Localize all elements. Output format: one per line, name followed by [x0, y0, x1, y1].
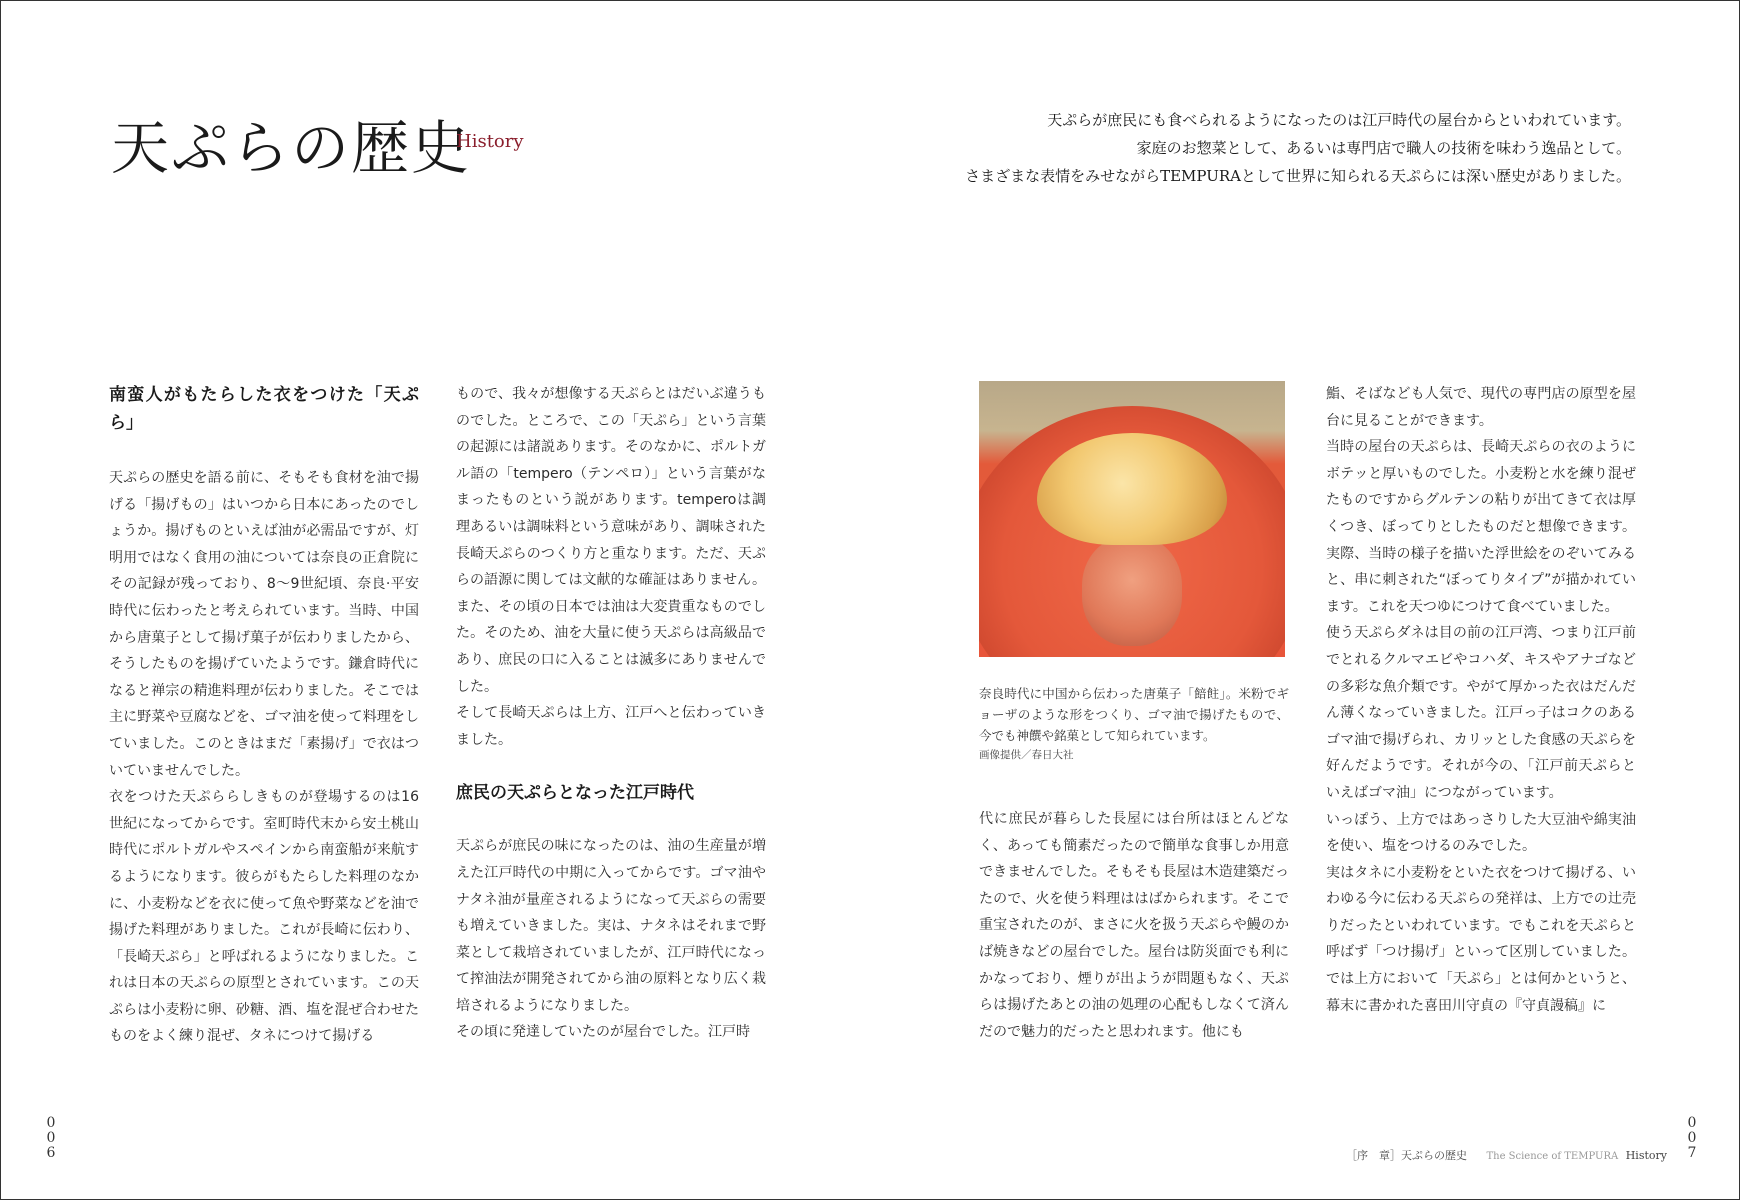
intro-text	[871, 106, 1631, 190]
body-paragraph: その頃に発達していたのが屋台でした。江戸時	[456, 1024, 750, 1041]
body-paragraph: いっぽう、上方ではあっさりした大豆油や綿実油を使い、塩をつけるのみでした。	[1326, 811, 1636, 855]
section-heading-edo: 庶民の天ぷらとなった江戸時代	[456, 783, 694, 804]
photo-credit: 画像提供／春日大社	[979, 749, 1074, 761]
intro-line: 天ぷらが庶民にも食べられるようになったのは江戸時代の屋台からといわれています。	[1047, 111, 1631, 129]
body-paragraph: 実はタネに小麦粉をといた衣をつけて揚げる、いわゆる今に伝わる天ぷらの発祥は、上方での辻売りだったといわれています。でもこれを天ぷらと呼ばず「つけ揚げ」といって区別していました。では上方において「天ぷら」とは何かというと、幕末に書かれた喜田川守貞の『守貞謾稿』に	[1326, 864, 1636, 1014]
intro-line: 家庭のお惣菜として、あるいは専門店で職人の技術を味わう逸品として。	[1136, 139, 1631, 157]
body-paragraph: 天ぷらが庶民の味になったのは、油の生産量が増えた江戸時代の中期に入ってからです。ゴマ油やナタネ油が量産されるようになって天ぷらの需要も増えていきました。実は、ナタネはそれまで野菜として栽培されていましたが、江戸時代になって搾油法が開発されてから油の原料となり広く栽培されるようになりました。	[456, 838, 766, 1014]
page-number-left: 0 0 6	[46, 1115, 56, 1161]
column-4	[1326, 381, 1636, 1019]
page-title-english: History	[456, 131, 524, 152]
body-paragraph: もので、我々が想像する天ぷらとはだいぶ違うものでした。ところで、この「天ぷら」という言葉の起源には諸説あります。そのなかに、ポルトガル語の「tempero（テンペロ）」という言葉がなまったものという説があります。temperoは調理あるいは調味料という意味があり、調味された長崎天ぷらのつくり方と重なります。ただ、天ぷらの語源に関しては文献的な確証はありません。また、その頃の日本では油は大変貴重なものでした。そのため、油を大量に使う天ぷらは高級品であり、庶民の口に入ることは滅多にありませんでした。	[456, 386, 766, 695]
column-2	[456, 381, 766, 1046]
body-paragraph: 代に庶民が暮らした長屋には台所はほとんどなく、あっても簡素だったので簡単な食事しか用意できませんでした。そもそも長屋は木造建築だったので、火を使う料理ははばかられます。そこで重宝されたのが、まさに火を扱う天ぷらや鰻のかば焼きなどの屋台でした。屋台は防災面でも利にかなっており、煙りが出ようが問題もなく、天ぷらは揚げたあとの油の処理の心配もしなくて済んだので魅力的だったと思われます。他にも	[979, 811, 1289, 1040]
page-title: 天ぷらの歴史	[111, 114, 472, 182]
column-1	[109, 381, 419, 1050]
intro-line: さまざまな表情をみせながらTEMPURAとして世界に知られる天ぷらには深い歴史がありました。	[965, 167, 1631, 185]
column-3	[979, 381, 1289, 1045]
section-heading-nanban: 南蛮人がもたらした衣をつけた「天ぷら」	[109, 385, 419, 433]
body-paragraph: 当時の屋台の天ぷらは、長崎天ぷらの衣のようにボテッと厚いものでした。小麦粉と水を練り混ぜたものですからグルテンの粘りが出てきて衣は厚くつき、ぼってりとしたものだと想像できます。実際、当時の様子を描いた浮世絵をのぞいてみると、串に刺された“ぼってりタイプ”が描かれています。これを天つゆにつけて食べていました。	[1326, 439, 1636, 615]
running-footer	[1346, 1147, 1667, 1163]
footer-chapter: ［序 章］天ぷらの歴史	[1345, 1149, 1467, 1162]
cup-stand	[1082, 536, 1182, 646]
body-paragraph: そして長崎天ぷらは上方、江戸へと伝わっていきました。	[456, 705, 766, 748]
body-paragraph: 天ぷらの歴史を語る前に、そもそも食材を油で揚げる「揚げもの」はいつから日本にあったのでしょうか。揚げものといえば油が必需品ですが、灯明用ではなく食用の油については奈良の正倉院にその記録が残っており、8～9世紀頃、奈良·平安時代に伝わったと考えられています。当時、中国から唐菓子として揚げ菓子が伝わりましたから、そうしたものを揚げていたようです。鎌倉時代になると禅宗の精進料理が伝わりました。そこでは主に野菜や豆腐などを、ゴマ油を使って料理をしていました。このときはまだ「素揚げ」で衣はついていませんでした。	[109, 470, 419, 779]
page-number-right: 0 0 7	[1687, 1115, 1697, 1161]
photo-caption: 奈良時代に中国から伝わった唐菓子「餢飳」。米粉でギョーザのような形をつくり、ゴマ油で揚げたもので、今でも神饌や銘菓として知られています。	[979, 686, 1289, 743]
footer-book-title: The Science of TEMPURA	[1486, 1151, 1619, 1162]
body-paragraph: 鮨、そばなども人気で、現代の専門店の原型を屋台に見ることができます。	[1326, 386, 1636, 429]
fried-confection-photo	[979, 381, 1285, 657]
footer-section: History	[1625, 1149, 1667, 1162]
body-paragraph: 衣をつけた天ぷららしきものが登場するのは16世紀になってからです。室町時代末から安土桃山時代にポルトガルやスペインから南蛮船が来航するようになります。彼らがもたらした料理のなかに、小麦粉などを衣に使って魚や野菜などを油で揚げた料理がありました。これが長崎に伝わり、「長崎天ぷら」と呼ばれるようになりました。これは日本の天ぷらの原型とされています。この天ぷらは小麦粉に卵、砂糖、酒、塩を混ぜ合わせたものをよく練り混ぜ、タネにつけて揚げる	[109, 789, 419, 1045]
body-paragraph: 使う天ぷらダネは目の前の江戸湾、つまり江戸前でとれるクルマエビやコハダ、キスやアナゴなどの多彩な魚介類です。やがて厚かった衣はだんだん薄くなっていきました。江戸っ子はコクのあるゴマ油で揚げられ、カリッとした食感の天ぷらを好んだようです。それが今の、「江戸前天ぷらといえばゴマ油」につながっています。	[1326, 625, 1636, 801]
